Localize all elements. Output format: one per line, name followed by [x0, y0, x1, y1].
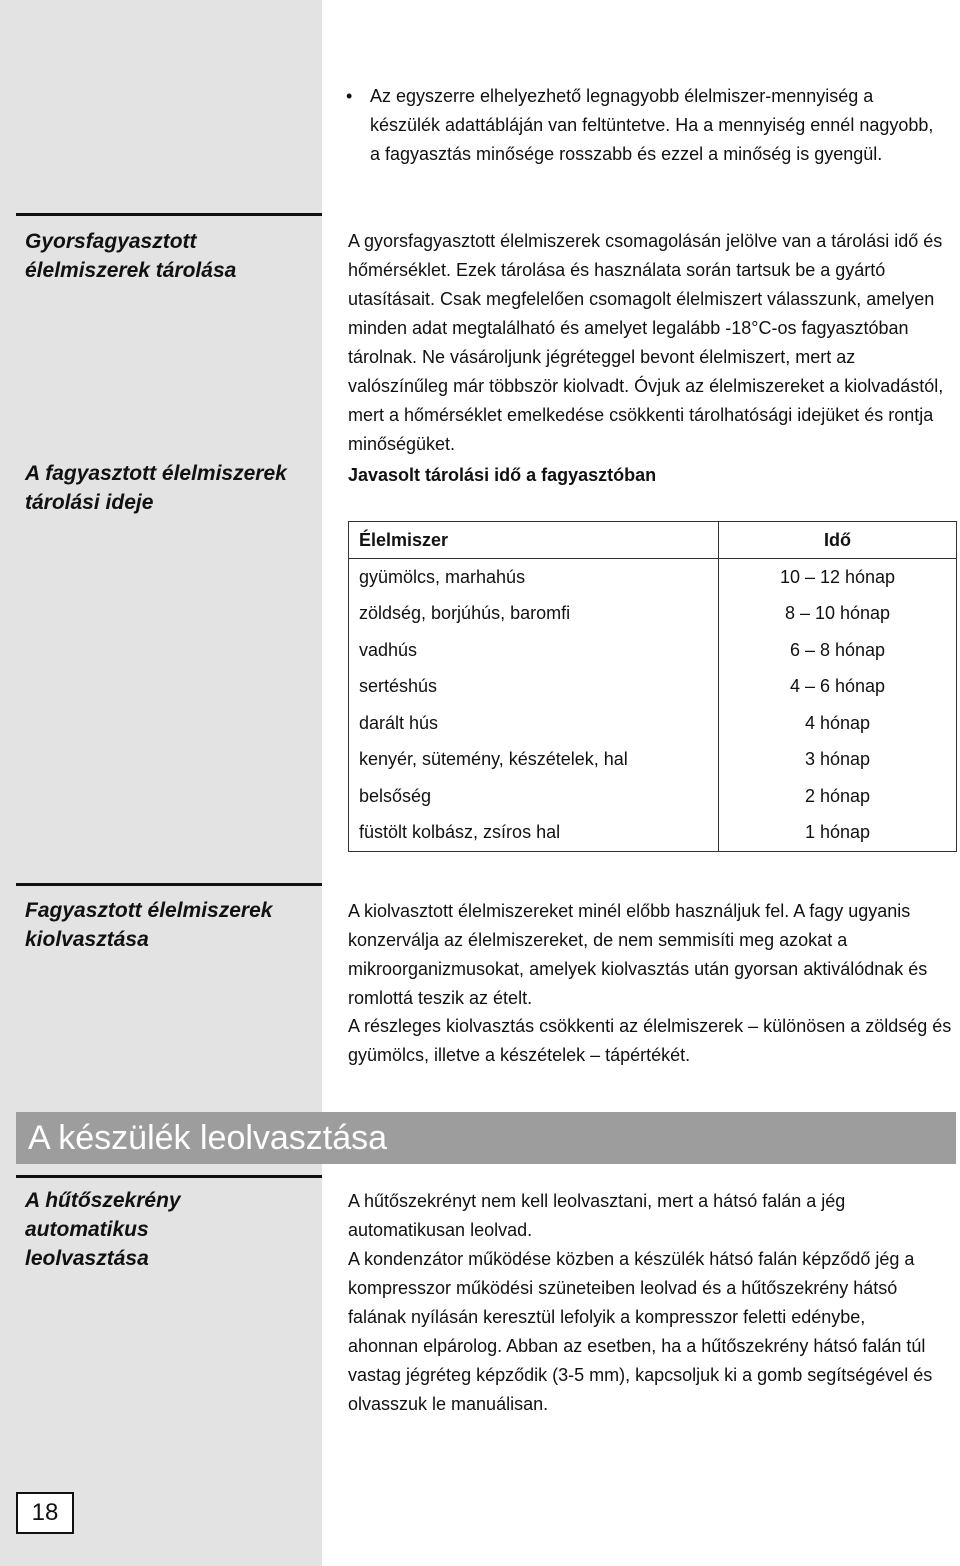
table-row [349, 632, 957, 669]
time-cell: 8 – 10 hónap [719, 596, 957, 633]
subheading-recommended-time: Javasolt tárolási idő a fagyasztóban [348, 465, 657, 485]
food-cell: zöldség, borjúhús, baromfi [349, 596, 719, 633]
food-cell: darált hús [349, 705, 719, 742]
food-cell: belsőség [349, 778, 719, 815]
food-cell: vadhús [349, 632, 719, 669]
time-cell: 4 hónap [719, 705, 957, 742]
section-divider-storage [16, 213, 322, 216]
time-cell: 2 hónap [719, 778, 957, 815]
table-row [349, 669, 957, 706]
table-row [349, 596, 957, 633]
table-header-row [349, 522, 957, 559]
section-divider-auto-defrost [16, 1175, 322, 1178]
heading-auto-defrost: A hűtőszekrény automatikus leolvasztása [25, 1189, 181, 1270]
page-number: 18 [16, 1492, 74, 1534]
time-cell: 6 – 8 hónap [719, 632, 957, 669]
food-cell: füstölt kolbász, zsíros hal [349, 815, 719, 852]
food-cell: sertéshús [349, 669, 719, 706]
table-row [349, 742, 957, 779]
time-cell: 1 hónap [719, 815, 957, 852]
table-row [349, 559, 957, 596]
food-cell: gyümölcs, marhahús [349, 559, 719, 596]
table-row [349, 705, 957, 742]
time-cell: 4 – 6 hónap [719, 669, 957, 706]
table-row [349, 778, 957, 815]
time-cell: 3 hónap [719, 742, 957, 779]
table-row [349, 815, 957, 852]
food-cell: kenyér, sütemény, készételek, hal [349, 742, 719, 779]
bullet-list [346, 82, 946, 169]
time-cell: 10 – 12 hónap [719, 559, 957, 596]
bullet-text: Az egyszerre elhelyezhető legnagyobb élelmiszer-mennyiség a készülék adattábláján van feltüntetve. Ha a mennyiség ennél nagyobb, a fagyasztás minősége rosszabb és ezzel a minőség is gyengül. [370, 86, 934, 164]
heading-storage-time: A fagyasztott élelmiszerek tárolási ideje [25, 462, 287, 514]
column-header-food: Élelmiszer [349, 522, 719, 559]
paragraph-auto-defrost-1: A hűtőszekrényt nem kell leolvasztani, mert a hátsó falán a jég automatikusan leolvad. [348, 1191, 846, 1240]
column-header-time: Idő [719, 522, 957, 559]
paragraph-thawing-2: A részleges kiolvasztás csökkenti az élelmiszerek – különösen a zöldség és gyümölcs, illetve a készételek – tápértékét. [348, 1016, 952, 1065]
paragraph-thawing-1: A kiolvasztott élelmiszereket minél előbb használjuk fel. A fagy ugyanis konzerválja az élelmiszereket, de nem semmisíti meg azokat a mikroorganizmusokat, amelyek kiolvasztás után gyorsan aktiválódnak és romlottá teszik az ételt. [348, 901, 928, 1008]
heading-storage: Gyorsfagyasztott élelmiszerek tárolása [25, 230, 237, 282]
storage-time-table [348, 521, 957, 852]
section-banner-defrost: A készülék leolvasztása [16, 1112, 956, 1164]
heading-thawing: Fagyasztott élelmiszerek kiolvasztása [25, 899, 273, 951]
section-divider-thawing [16, 883, 322, 886]
bullet-item [346, 82, 946, 169]
bullet-icon: • [346, 86, 353, 106]
paragraph-auto-defrost-2: A kondenzátor működése közben a készülék hátsó falán képződő jég a kompresszor működési szüneteiben leolvad és a hűtőszekrény hátsó falának nyílásán keresztül lefolyik a kompresszor feletti edénybe, ahonnan elpárolog. Abban az esetben, ha a hűtőszekrény hátsó falán túl vastag jégréteg képződik (3-5 mm), kapcsoljuk ki a gomb segítségével és olvasszuk le manuálisan. [348, 1249, 933, 1414]
paragraph-storage: A gyorsfagyasztott élelmiszerek csomagolásán jelölve van a tárolási idő és hőmérséklet. Ezek tárolása és használata során tartsuk be a gyártó utasításait. Csak megfelelően csomagolt élelmiszert válasszunk, amelyen minden adat megtalálható és amelyet legalább -18°C-os fagyasztóban tárolnak. Ne vásároljunk jégréteggel bevont élelmiszert, mert az valószínűleg már többször kiolvadt. Óvjuk az élelmiszereket a kiolvadástól, mert a hőmérséklet emelkedése csökkenti tárolhatósági idejüket és rontja minőségüket. [348, 231, 944, 454]
